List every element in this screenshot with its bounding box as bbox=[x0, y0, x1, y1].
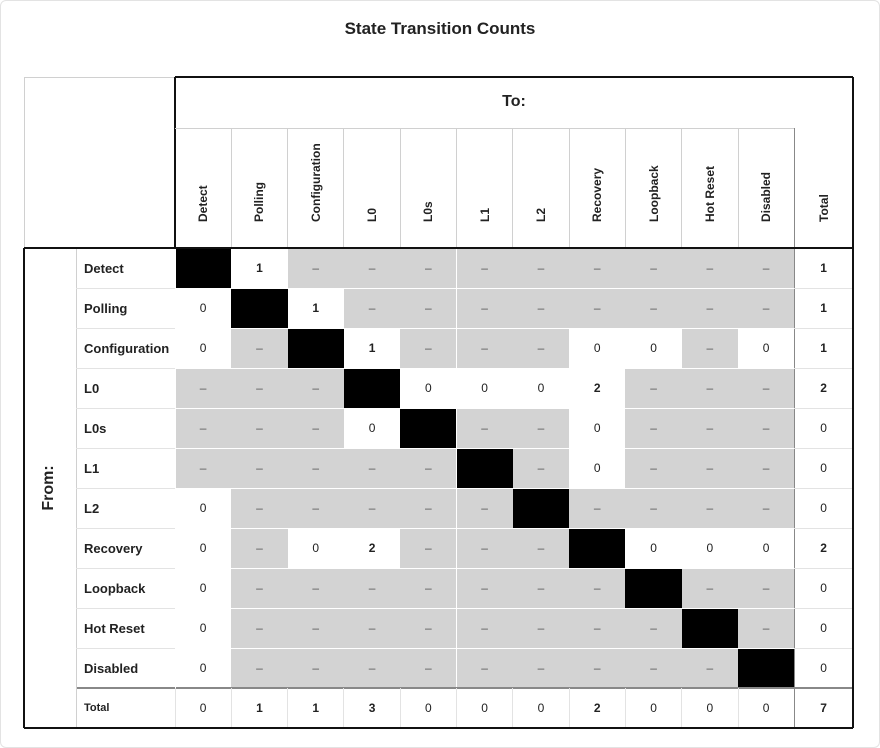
grid-line bbox=[343, 128, 344, 248]
column-total-disabled: 0 bbox=[738, 688, 794, 728]
row-label-hot-reset: Hot Reset bbox=[84, 620, 145, 636]
grid-line bbox=[794, 608, 853, 609]
matrix-cell-detect-to-hot-reset: – bbox=[682, 248, 738, 288]
grid-line bbox=[76, 448, 175, 449]
row-label-disabled: Disabled bbox=[84, 660, 139, 676]
matrix-cell-recovery-to-polling: – bbox=[231, 528, 287, 568]
grid-line bbox=[852, 77, 854, 728]
grid-line bbox=[76, 368, 175, 369]
matrix-cell-l1-to-hot-reset: – bbox=[682, 448, 738, 488]
matrix-cell-recovery-to-l0s: – bbox=[400, 528, 456, 568]
grid-line bbox=[794, 448, 853, 449]
grid-line bbox=[400, 128, 401, 248]
grid-line bbox=[76, 608, 175, 609]
matrix-cell-configuration-to-configuration bbox=[288, 328, 344, 368]
grid-line bbox=[794, 288, 853, 289]
matrix-cell-l2-to-configuration: – bbox=[288, 488, 344, 528]
grid-line bbox=[512, 688, 513, 728]
matrix-cell-polling-to-l0s: – bbox=[400, 288, 456, 328]
matrix-cell-recovery-to-l1: – bbox=[457, 528, 513, 568]
matrix-cell-l1-to-disabled: – bbox=[738, 448, 794, 488]
matrix-cell-recovery-to-recovery bbox=[569, 528, 625, 568]
matrix-cell-l0-to-l2: 0 bbox=[513, 368, 569, 408]
matrix-cell-hot-reset-to-disabled: – bbox=[738, 608, 794, 648]
matrix-cell-detect-to-disabled: – bbox=[738, 248, 794, 288]
row-total-l0s: 0 bbox=[794, 408, 853, 448]
matrix-cell-l2-to-recovery: – bbox=[569, 488, 625, 528]
grid-line bbox=[24, 727, 853, 729]
matrix-cell-l0-to-polling: – bbox=[231, 368, 287, 408]
row-label-l0: L0 bbox=[84, 380, 100, 396]
matrix-cell-loopback-to-loopback bbox=[625, 568, 681, 608]
grid-line bbox=[24, 77, 25, 248]
matrix-cell-recovery-to-l0: 2 bbox=[344, 528, 400, 568]
grid-line bbox=[76, 608, 794, 609]
matrix-cell-recovery-to-l2: – bbox=[513, 528, 569, 568]
matrix-cell-l0-to-hot-reset: – bbox=[682, 368, 738, 408]
matrix-cell-configuration-to-l1: – bbox=[457, 328, 513, 368]
row-label-polling: Polling bbox=[84, 300, 128, 316]
matrix-cell-configuration-to-hot-reset: – bbox=[682, 328, 738, 368]
row-label-total: Total bbox=[84, 702, 110, 714]
matrix-cell-polling-to-l1: – bbox=[457, 288, 513, 328]
grid-line bbox=[76, 328, 794, 329]
row-total-l1: 0 bbox=[794, 448, 853, 488]
matrix-cell-polling-to-l0: – bbox=[344, 288, 400, 328]
matrix-cell-l2-to-polling: – bbox=[231, 488, 287, 528]
row-label-loopback: Loopback bbox=[84, 580, 146, 596]
grid-line bbox=[76, 288, 794, 289]
grid-line bbox=[794, 488, 853, 489]
row-label-detect: Detect bbox=[84, 260, 124, 276]
matrix-cell-disabled-to-l1: – bbox=[457, 648, 513, 688]
grid-line bbox=[175, 76, 853, 78]
matrix-cell-l0s-to-l0: 0 bbox=[344, 408, 400, 448]
grid-line bbox=[76, 687, 853, 689]
matrix-cell-polling-to-loopback: – bbox=[625, 288, 681, 328]
grid-line bbox=[76, 528, 175, 529]
matrix-cell-loopback-to-hot-reset: – bbox=[682, 568, 738, 608]
grid-line bbox=[76, 408, 175, 409]
grid-line bbox=[175, 128, 794, 129]
matrix-cell-detect-to-recovery: – bbox=[569, 248, 625, 288]
matrix-cell-l0s-to-l1: – bbox=[457, 408, 513, 448]
matrix-cell-l2-to-detect: 0 bbox=[175, 488, 231, 528]
matrix-cell-recovery-to-disabled: 0 bbox=[738, 528, 794, 568]
matrix-cell-l0s-to-recovery: 0 bbox=[569, 408, 625, 448]
grid-line bbox=[681, 688, 682, 728]
grid-line bbox=[175, 688, 176, 728]
grid-line bbox=[231, 128, 232, 248]
grid-line bbox=[738, 128, 739, 248]
matrix-cell-hot-reset-to-l0s: – bbox=[400, 608, 456, 648]
row-label-configuration: Configuration bbox=[84, 340, 170, 356]
column-label-recovery: Recovery bbox=[590, 167, 605, 222]
row-total-disabled: 0 bbox=[794, 648, 853, 688]
column-label-configuration: Configuration bbox=[308, 143, 323, 222]
column-axis-label: To: bbox=[502, 93, 526, 110]
matrix-cell-l0s-to-l0s bbox=[400, 408, 456, 448]
grid-line bbox=[76, 488, 175, 489]
grid-line bbox=[76, 648, 794, 649]
grid-line bbox=[400, 688, 401, 728]
grid-line bbox=[76, 368, 794, 369]
grid-line bbox=[231, 688, 232, 728]
grid-line bbox=[174, 77, 176, 248]
matrix-cell-hot-reset-to-l2: – bbox=[513, 608, 569, 648]
grid-line bbox=[738, 688, 739, 728]
matrix-cell-polling-to-hot-reset: – bbox=[682, 288, 738, 328]
column-total-l1: 0 bbox=[457, 688, 513, 728]
column-label-loopback: Loopback bbox=[646, 165, 661, 222]
matrix-cell-l2-to-hot-reset: – bbox=[682, 488, 738, 528]
grid-line bbox=[76, 648, 175, 649]
row-label-l1: L1 bbox=[84, 460, 100, 476]
matrix-cell-configuration-to-l2: – bbox=[513, 328, 569, 368]
grid-line bbox=[175, 247, 853, 249]
matrix-cell-l2-to-l0s: – bbox=[400, 488, 456, 528]
grid-line bbox=[456, 128, 457, 248]
matrix-cell-recovery-to-loopback: 0 bbox=[625, 528, 681, 568]
matrix-cell-hot-reset-to-configuration: – bbox=[288, 608, 344, 648]
matrix-cell-polling-to-disabled: – bbox=[738, 288, 794, 328]
matrix-cell-l1-to-loopback: – bbox=[625, 448, 681, 488]
grid-line bbox=[794, 368, 853, 369]
matrix-cell-l2-to-l1: – bbox=[457, 488, 513, 528]
column-label-l1: L1 bbox=[477, 207, 492, 222]
matrix-cell-disabled-to-detect: 0 bbox=[175, 648, 231, 688]
matrix-cell-l1-to-l0s: – bbox=[400, 448, 456, 488]
matrix-cell-l0-to-configuration: – bbox=[288, 368, 344, 408]
matrix-cell-l0-to-recovery: 2 bbox=[569, 368, 625, 408]
matrix-cell-l0-to-loopback: – bbox=[625, 368, 681, 408]
grid-line bbox=[24, 247, 175, 249]
matrix-cell-l2-to-l0: – bbox=[344, 488, 400, 528]
matrix-cell-l0s-to-detect: – bbox=[175, 408, 231, 448]
grid-line bbox=[76, 528, 794, 529]
matrix-cell-disabled-to-l0: – bbox=[344, 648, 400, 688]
grid-line bbox=[76, 288, 175, 289]
grid-line bbox=[287, 128, 288, 248]
column-label-l0s: L0s bbox=[421, 201, 436, 222]
matrix-cell-loopback-to-l0s: – bbox=[400, 568, 456, 608]
column-label-l2: L2 bbox=[533, 207, 548, 222]
matrix-cell-disabled-to-loopback: – bbox=[625, 648, 681, 688]
column-total-detect: 0 bbox=[175, 688, 231, 728]
row-total-loopback: 0 bbox=[794, 568, 853, 608]
matrix-cell-configuration-to-loopback: 0 bbox=[625, 328, 681, 368]
matrix-cell-detect-to-configuration: – bbox=[288, 248, 344, 288]
matrix-cell-hot-reset-to-polling: – bbox=[231, 608, 287, 648]
column-label-total: Total bbox=[816, 194, 831, 222]
row-total-configuration: 1 bbox=[794, 328, 853, 368]
matrix-cell-l1-to-l0: – bbox=[344, 448, 400, 488]
grid-line bbox=[343, 688, 344, 728]
grid-line bbox=[681, 128, 682, 248]
row-axis-label: From: bbox=[40, 465, 57, 511]
matrix-cell-loopback-to-l0: – bbox=[344, 568, 400, 608]
matrix-cell-l0s-to-l2: – bbox=[513, 408, 569, 448]
row-total-recovery: 2 bbox=[794, 528, 853, 568]
matrix-cell-configuration-to-polling: – bbox=[231, 328, 287, 368]
matrix-cell-loopback-to-polling: – bbox=[231, 568, 287, 608]
matrix-cell-l1-to-l1 bbox=[457, 448, 513, 488]
matrix-cell-l1-to-polling: – bbox=[231, 448, 287, 488]
grid-line bbox=[287, 688, 288, 728]
column-total-configuration: 1 bbox=[288, 688, 344, 728]
grid-line bbox=[794, 328, 853, 329]
matrix-cell-configuration-to-l0: 1 bbox=[344, 328, 400, 368]
column-total-l0s: 0 bbox=[400, 688, 456, 728]
matrix-cell-loopback-to-l2: – bbox=[513, 568, 569, 608]
row-total-detect: 1 bbox=[794, 248, 853, 288]
column-total-recovery: 2 bbox=[569, 688, 625, 728]
matrix-cell-hot-reset-to-recovery: – bbox=[569, 608, 625, 648]
matrix-cell-disabled-to-configuration: – bbox=[288, 648, 344, 688]
column-total-hot-reset: 0 bbox=[682, 688, 738, 728]
column-label-disabled: Disabled bbox=[759, 171, 774, 222]
row-total-hot-reset: 0 bbox=[794, 608, 853, 648]
grid-line bbox=[625, 688, 626, 728]
column-total-loopback: 0 bbox=[625, 688, 681, 728]
grid-line bbox=[794, 408, 853, 409]
matrix-cell-hot-reset-to-hot-reset bbox=[682, 608, 738, 648]
column-total-l0: 3 bbox=[344, 688, 400, 728]
matrix-cell-l0s-to-hot-reset: – bbox=[682, 408, 738, 448]
matrix-cell-l0-to-l0s: 0 bbox=[400, 368, 456, 408]
matrix-cell-detect-to-loopback: – bbox=[625, 248, 681, 288]
row-label-l0s: L0s bbox=[84, 420, 107, 436]
matrix-cell-recovery-to-hot-reset: 0 bbox=[682, 528, 738, 568]
chart-title: State Transition Counts bbox=[344, 19, 536, 38]
matrix-cell-configuration-to-detect: 0 bbox=[175, 328, 231, 368]
matrix-cell-l0-to-l1: 0 bbox=[457, 368, 513, 408]
grid-line bbox=[76, 568, 794, 569]
column-total-polling: 1 bbox=[231, 688, 287, 728]
matrix-cell-loopback-to-configuration: – bbox=[288, 568, 344, 608]
matrix-cell-l1-to-recovery: 0 bbox=[569, 448, 625, 488]
matrix-cell-loopback-to-detect: 0 bbox=[175, 568, 231, 608]
matrix-cell-detect-to-detect bbox=[175, 248, 231, 288]
row-total-l2: 0 bbox=[794, 488, 853, 528]
column-label-polling: Polling bbox=[252, 182, 267, 222]
grid-line bbox=[625, 128, 626, 248]
grid-line bbox=[76, 568, 175, 569]
grid-line bbox=[794, 648, 853, 649]
matrix-cell-l1-to-detect: – bbox=[175, 448, 231, 488]
matrix-cell-detect-to-l0: – bbox=[344, 248, 400, 288]
matrix-cell-l0s-to-polling: – bbox=[231, 408, 287, 448]
matrix-cell-detect-to-polling: 1 bbox=[231, 248, 287, 288]
grid-line bbox=[76, 408, 794, 409]
matrix-cell-configuration-to-recovery: 0 bbox=[569, 328, 625, 368]
matrix-cell-polling-to-l2: – bbox=[513, 288, 569, 328]
column-label-detect: Detect bbox=[196, 185, 211, 222]
grid-line bbox=[23, 248, 25, 728]
matrix-cell-l0s-to-disabled: – bbox=[738, 408, 794, 448]
matrix-cell-l0s-to-loopback: – bbox=[625, 408, 681, 448]
matrix-cell-polling-to-configuration: 1 bbox=[288, 288, 344, 328]
grid-line bbox=[76, 448, 794, 449]
grid-line bbox=[794, 128, 796, 728]
matrix-cell-hot-reset-to-l1: – bbox=[457, 608, 513, 648]
matrix-cell-l1-to-configuration: – bbox=[288, 448, 344, 488]
matrix-cell-disabled-to-hot-reset: – bbox=[682, 648, 738, 688]
matrix-cell-l0-to-l0 bbox=[344, 368, 400, 408]
matrix-cell-configuration-to-disabled: 0 bbox=[738, 328, 794, 368]
column-label-hot-reset: Hot Reset bbox=[702, 165, 717, 222]
grid-line bbox=[456, 688, 457, 728]
matrix-cell-polling-to-detect: 0 bbox=[175, 288, 231, 328]
row-label-l2: L2 bbox=[84, 500, 100, 516]
matrix-cell-l2-to-loopback: – bbox=[625, 488, 681, 528]
grid-line bbox=[24, 77, 175, 78]
matrix-cell-disabled-to-l2: – bbox=[513, 648, 569, 688]
matrix-cell-l1-to-l2: – bbox=[513, 448, 569, 488]
grid-line bbox=[794, 528, 853, 529]
matrix-cell-polling-to-polling bbox=[231, 288, 287, 328]
matrix-cell-disabled-to-l0s: – bbox=[400, 648, 456, 688]
row-total-polling: 1 bbox=[794, 288, 853, 328]
grid-line bbox=[794, 568, 853, 569]
column-label-l0: L0 bbox=[365, 207, 380, 222]
matrix-cell-hot-reset-to-detect: 0 bbox=[175, 608, 231, 648]
matrix-cell-disabled-to-disabled bbox=[738, 648, 794, 688]
matrix-cell-l0s-to-configuration: – bbox=[288, 408, 344, 448]
matrix-cell-hot-reset-to-loopback: – bbox=[625, 608, 681, 648]
matrix-cell-loopback-to-recovery: – bbox=[569, 568, 625, 608]
matrix-cell-loopback-to-l1: – bbox=[457, 568, 513, 608]
matrix-cell-recovery-to-configuration: 0 bbox=[288, 528, 344, 568]
matrix-cell-detect-to-l2: – bbox=[513, 248, 569, 288]
column-total-l2: 0 bbox=[513, 688, 569, 728]
row-total-l0: 2 bbox=[794, 368, 853, 408]
grid-line bbox=[512, 128, 513, 248]
grid-line bbox=[569, 688, 570, 728]
matrix-cell-l0-to-detect: – bbox=[175, 368, 231, 408]
matrix-cell-l2-to-disabled: – bbox=[738, 488, 794, 528]
matrix-cell-configuration-to-l0s: – bbox=[400, 328, 456, 368]
matrix-cell-detect-to-l1: – bbox=[457, 248, 513, 288]
matrix-cell-polling-to-recovery: – bbox=[569, 288, 625, 328]
matrix-cell-hot-reset-to-l0: – bbox=[344, 608, 400, 648]
matrix-cell-detect-to-l0s: – bbox=[400, 248, 456, 288]
row-label-recovery: Recovery bbox=[84, 540, 143, 556]
grand-total: 7 bbox=[794, 688, 853, 728]
grid-line bbox=[76, 328, 175, 329]
grid-line bbox=[569, 128, 570, 248]
matrix-cell-disabled-to-recovery: – bbox=[569, 648, 625, 688]
matrix-cell-loopback-to-disabled: – bbox=[738, 568, 794, 608]
matrix-cell-l0-to-disabled: – bbox=[738, 368, 794, 408]
matrix-cell-disabled-to-polling: – bbox=[231, 648, 287, 688]
matrix-cell-l2-to-l2 bbox=[513, 488, 569, 528]
grid-line bbox=[76, 488, 794, 489]
matrix-cell-recovery-to-detect: 0 bbox=[175, 528, 231, 568]
